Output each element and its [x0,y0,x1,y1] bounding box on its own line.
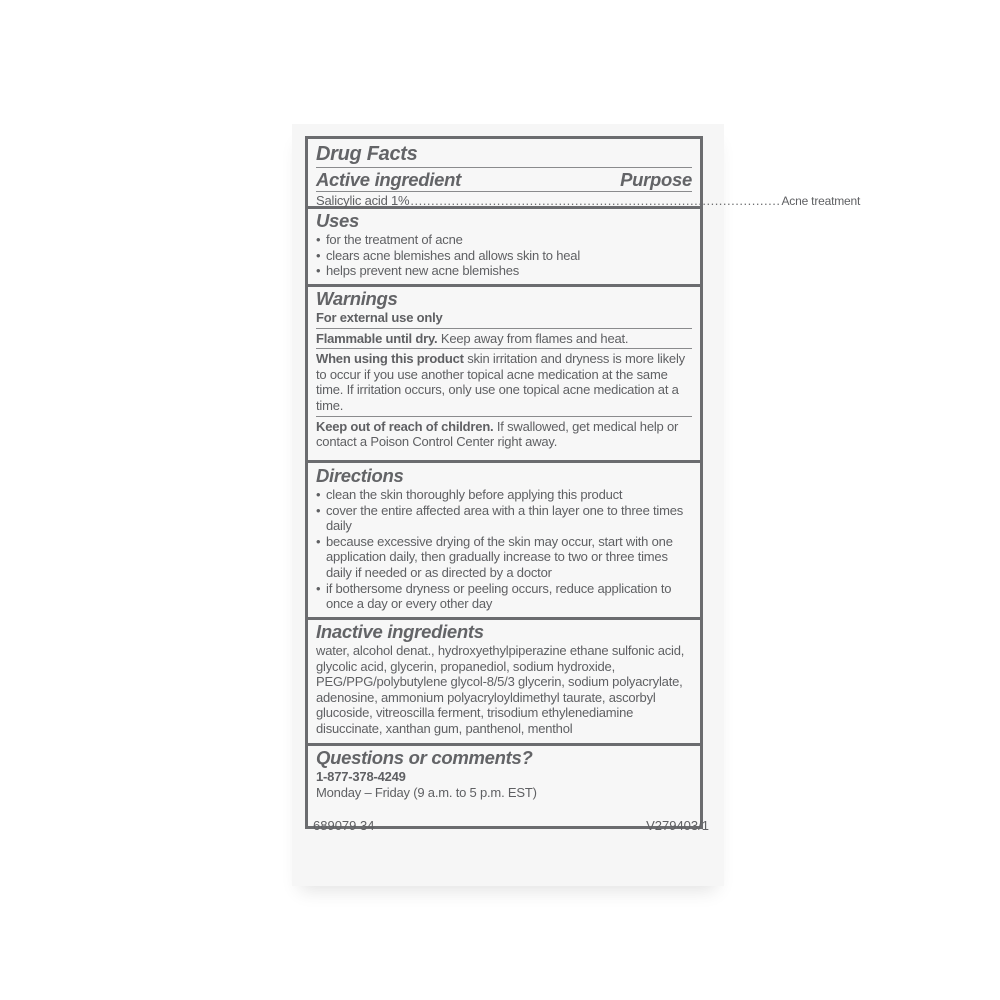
flammable-text: Keep away from flames and heat. [437,330,629,346]
active-ingredient-section [308,139,861,209]
active-ingredient-heading: Active ingredient [316,169,461,190]
warnings-heading: Warnings [316,288,398,309]
when-using-bold: When using this product [316,351,464,367]
directions-heading: Directions [316,465,404,486]
list-item: • because excessive drying of the skin may occur, start with one application daily, then gradually increase to two or three times daily if needed or as directed by a doctor [316,534,692,581]
questions-heading: Questions or comments? [316,747,533,768]
list-item: • clears acne blemishes and allows skin to heal [316,248,692,264]
list-item: • if bothersome dryness or peeling occurs, reduce application to once a day or every other day [316,581,692,612]
active-ingredient-row [316,193,861,210]
list-item: • for the treatment of acne [316,232,692,248]
inactive-ingredients-heading: Inactive ingredients [316,621,484,642]
active-ingredient-name: Salicylic acid 1% [316,193,410,208]
drug-facts-title: Drug Facts [316,143,418,165]
drug-facts-label [305,136,861,829]
uses-heading: Uses [316,210,360,231]
active-header-row [316,169,692,191]
list-item: • helps prevent new acne blemishes [316,263,692,279]
divider [316,416,692,417]
inactive-ingredients-text: water, alcohol denat., hydroxyethylpiperazine ethane sulfonic acid, glycolic acid, glycerin, propanediol, sodium hydroxide, PEG/PPG/polybutylene glycol-8/5/3 glycerin, sodium polyacrylate, adenosine, ammonium polyacryloyldimethyl taurate, ascorbyl glucoside, vitreoscilla ferment, trisodium ethylenediamine disuccinate, xanthan gum, panthenol, menthol [316,643,685,736]
leader-dots: .......................................................................................... [410,193,781,208]
divider [316,348,692,349]
active-ingredient-purpose: Acne treatment [781,194,861,208]
divider [316,328,692,329]
hours-text: Monday – Friday (9 a.m. to 5 p.m. EST) [316,784,537,800]
when-using-warning [316,351,692,413]
directions-list [316,487,692,612]
list-item: • cover the entire affected area with a thin layer one to three times daily [316,503,692,534]
children-bold: Keep out of reach of children. [316,418,494,434]
uses-list [316,232,692,279]
right-code: V279403/1 [646,818,709,833]
flammable-warning [316,331,692,347]
purpose-heading: Purpose [620,169,692,190]
list-item: • clean the skin thoroughly before applying this product [316,487,692,503]
drug-facts-card [292,124,861,886]
inactive-ingredients-section [308,620,700,746]
warnings-section [308,287,700,463]
external-use-text: For external use only [316,310,443,325]
directions-section [308,463,700,620]
uses-section [308,209,700,287]
children-text: If swallowed, get medical help or contact a Poison Control Center right away. [316,418,679,450]
when-using-text: skin irritation and dryness is more likely to occur if you use another topical acne medication at the same time. If irritation occurs, only use one topical acne medication at a time. [316,351,685,413]
divider [316,191,692,192]
flammable-bold: Flammable until dry. [316,330,438,346]
left-code: 689079 34 [313,818,375,833]
divider [316,167,692,168]
phone-number: 1-877-378-4249 [316,769,406,784]
footer-codes [313,818,709,833]
children-warning [316,419,692,450]
questions-section [308,746,700,800]
